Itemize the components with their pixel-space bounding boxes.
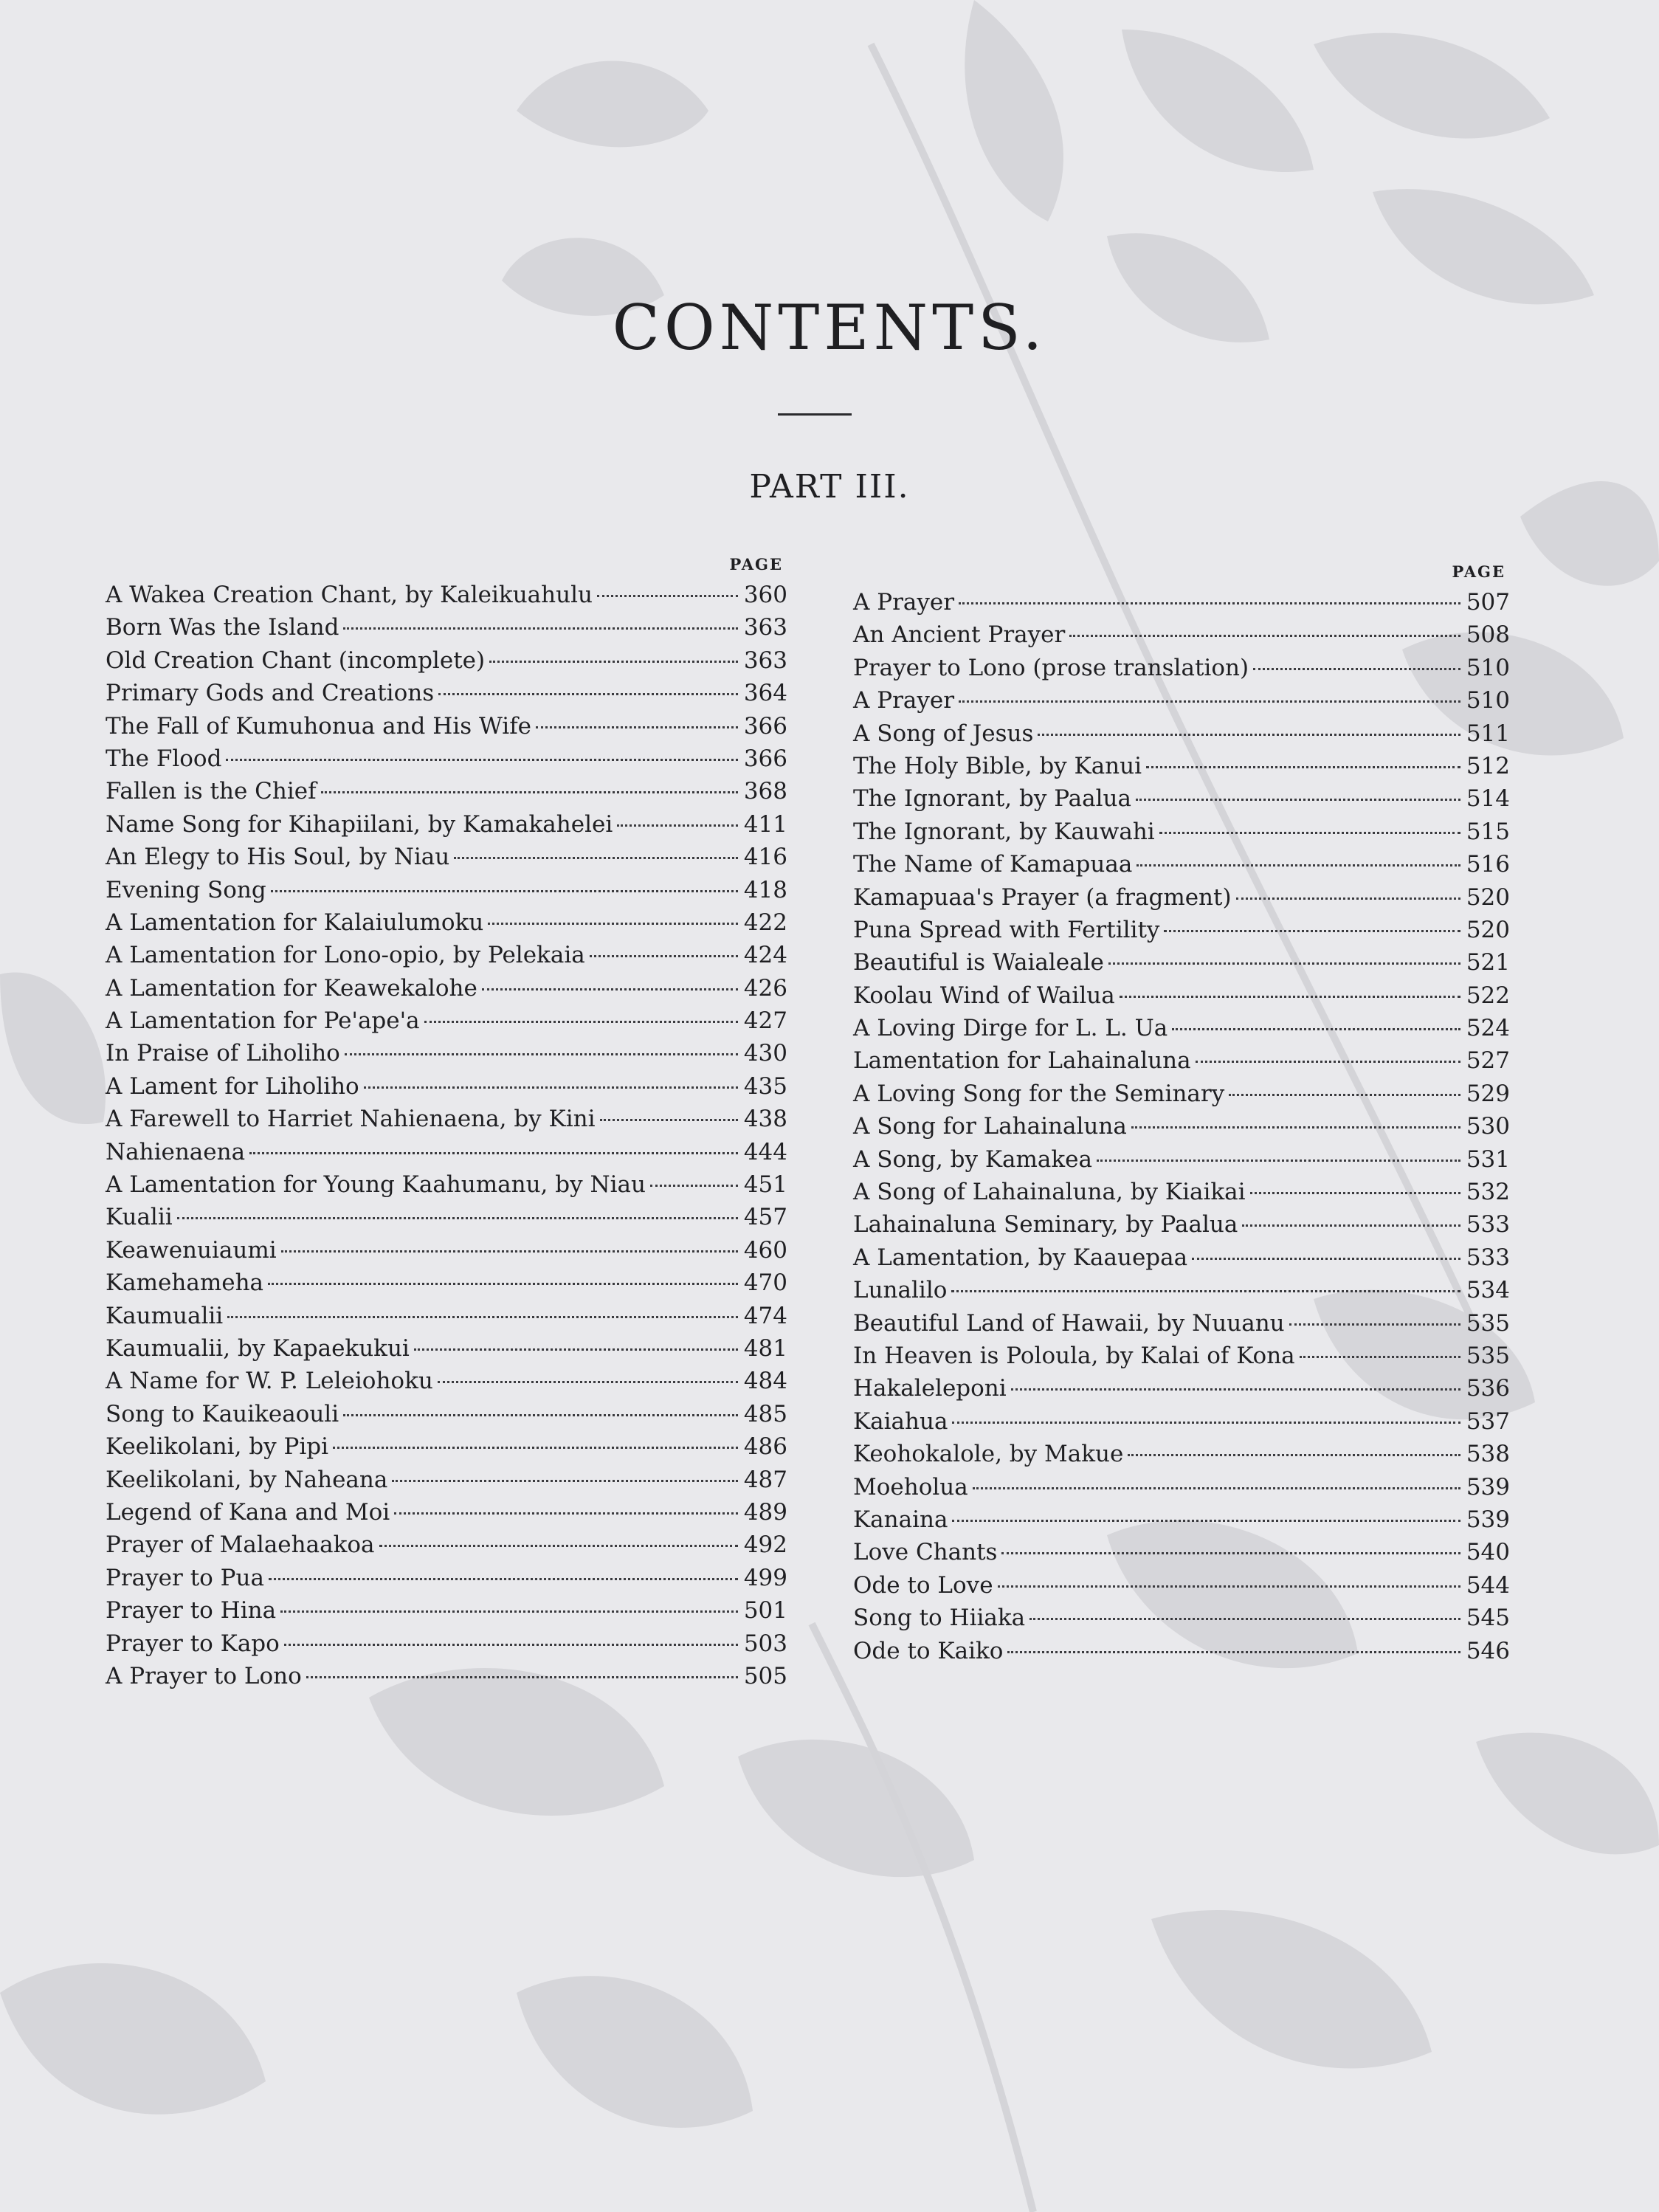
- dot-leader: [1038, 734, 1460, 736]
- toc-entry: [106, 1398, 787, 1430]
- toc-entry-title: Kaiahua: [853, 1408, 948, 1435]
- toc-entry-page: 499: [743, 1564, 787, 1591]
- dot-leader: [1001, 1552, 1460, 1554]
- toc-entry: [106, 874, 787, 906]
- toc-entry-title: The Name of Kamapuaa: [853, 851, 1133, 878]
- dot-leader: [952, 1520, 1460, 1522]
- dot-leader: [482, 988, 738, 990]
- toc-entry: [106, 1070, 787, 1103]
- toc-entry-page: 363: [743, 647, 787, 674]
- toc-entry-page: 470: [743, 1269, 787, 1297]
- dot-leader: [1146, 766, 1460, 768]
- toc-entry: [853, 750, 1510, 782]
- toc-entry-title: Prayer to Lono (prose translation): [853, 654, 1249, 681]
- toc-entry-title: A Prayer: [853, 589, 955, 616]
- toc-entry: [853, 684, 1510, 717]
- dot-leader: [343, 1414, 738, 1416]
- dot-leader: [488, 923, 738, 925]
- dot-leader: [392, 1480, 737, 1482]
- toc-entry-title: Nahienaena: [106, 1138, 246, 1165]
- dot-leader: [321, 791, 738, 793]
- toc-entry-title: A Loving Dirge for L. L. Ua: [853, 1015, 1168, 1042]
- toc-entry-title: Legend of Kana and Moi: [106, 1498, 390, 1526]
- toc-entry-page: 487: [743, 1466, 787, 1493]
- dot-leader: [1172, 1028, 1460, 1030]
- toc-entry-title: A Lamentation for Pe'ape'a: [106, 1007, 420, 1035]
- toc-entry-page: 486: [743, 1433, 787, 1461]
- toc-entry-title: Keelikolani, by Pipi: [106, 1433, 329, 1461]
- toc-entry-title: Lahainaluna Seminary, by Paalua: [853, 1211, 1238, 1238]
- toc-entry-title: A Prayer to Lono: [106, 1662, 302, 1689]
- toc-entry-page: 508: [1466, 621, 1510, 649]
- toc-entry-page: 426: [743, 974, 787, 1002]
- toc-entry-page: 545: [1466, 1605, 1510, 1632]
- toc-entry-title: Song to Hiiaka: [853, 1605, 1026, 1632]
- toc-entry-title: A Lamentation for Lono-opio, by Pelekaia: [106, 942, 585, 969]
- dot-leader: [973, 1487, 1460, 1489]
- toc-entry-title: A Prayer: [853, 687, 955, 714]
- toc-entry: [106, 1332, 787, 1365]
- toc-entry-page: 460: [743, 1236, 787, 1264]
- contents-list-left: [106, 579, 787, 1692]
- dot-leader: [617, 824, 738, 827]
- toc-entry-page: 524: [1466, 1015, 1510, 1042]
- toc-entry-title: The Ignorant, by Paalua: [853, 785, 1131, 813]
- toc-entry-page: 516: [1466, 851, 1510, 878]
- toc-entry-title: Keelikolani, by Naheana: [106, 1466, 388, 1493]
- dot-leader: [364, 1086, 738, 1089]
- toc-entry-page: 481: [743, 1334, 787, 1362]
- toc-entry-title: Lamentation for Lahainaluna: [853, 1047, 1191, 1075]
- toc-entry: [106, 1168, 787, 1201]
- toc-entry-page: 520: [1466, 916, 1510, 943]
- toc-entry-page: 514: [1466, 785, 1510, 813]
- toc-entry-title: Puna Spread with Fertility: [853, 916, 1160, 943]
- toc-entry-page: 422: [743, 909, 787, 936]
- toc-entry: [106, 939, 787, 971]
- toc-entry-page: 537: [1466, 1408, 1510, 1435]
- toc-entry-page: 538: [1466, 1441, 1510, 1468]
- toc-entry-title: Name Song for Kihapiilani, by Kamakahelei: [106, 810, 613, 838]
- toc-entry-page: 427: [743, 1007, 787, 1035]
- toc-entry-page: 520: [1466, 883, 1510, 911]
- toc-entry: [853, 1340, 1510, 1372]
- toc-entry-title: The Flood: [106, 745, 222, 772]
- toc-entry: [106, 1594, 787, 1627]
- toc-entry-title: Hakaleleponi: [853, 1375, 1007, 1402]
- toc-entry-page: 474: [743, 1302, 787, 1329]
- toc-entry-page: 532: [1466, 1179, 1510, 1206]
- toc-entry-page: 531: [1466, 1145, 1510, 1173]
- dot-leader: [1136, 799, 1460, 801]
- dot-leader: [1029, 1618, 1460, 1620]
- part-heading: PART III.: [749, 468, 910, 506]
- toc-entry: [106, 611, 787, 644]
- toc-entry-title: Kanaina: [853, 1506, 948, 1533]
- toc-entry: [106, 1430, 787, 1463]
- toc-entry: [853, 1536, 1510, 1568]
- toc-entry: [853, 1208, 1510, 1241]
- toc-entry-title: An Ancient Prayer: [853, 621, 1066, 649]
- toc-entry-page: 515: [1466, 818, 1510, 845]
- toc-entry-page: 507: [1466, 589, 1510, 616]
- toc-entry: [853, 1044, 1510, 1077]
- toc-entry: [106, 808, 787, 841]
- dot-leader: [959, 602, 1460, 604]
- toc-entry: [106, 1201, 787, 1233]
- dot-leader: [226, 759, 737, 761]
- toc-entry: [106, 1037, 787, 1069]
- toc-entry-title: Prayer to Pua: [106, 1564, 264, 1591]
- contents-column-left: [106, 555, 787, 1692]
- dot-leader: [1242, 1224, 1460, 1227]
- dot-leader: [1250, 1192, 1460, 1194]
- toc-entry-page: 546: [1466, 1637, 1510, 1664]
- dot-leader: [1108, 962, 1460, 965]
- dot-leader: [952, 1422, 1460, 1424]
- toc-entry-page: 533: [1466, 1244, 1510, 1271]
- toc-entry-title: A Song of Jesus: [853, 720, 1034, 747]
- toc-entry-title: An Elegy to His Soul, by Niau: [106, 844, 450, 871]
- toc-entry-page: 540: [1466, 1539, 1510, 1566]
- toc-entry: [106, 1365, 787, 1397]
- toc-entry-title: Lunalilo: [853, 1277, 948, 1304]
- dot-leader: [268, 1283, 738, 1285]
- dot-leader: [269, 1578, 738, 1580]
- dot-leader: [454, 857, 738, 859]
- toc-entry: [853, 1471, 1510, 1503]
- toc-entry-page: 489: [743, 1498, 787, 1526]
- dot-leader: [284, 1644, 738, 1646]
- toc-entry: [853, 1307, 1510, 1340]
- toc-entry-page: 505: [743, 1662, 787, 1689]
- dot-leader: [227, 1316, 738, 1318]
- toc-entry: [853, 1078, 1510, 1110]
- toc-entry-title: Ode to Kaiko: [853, 1637, 1004, 1664]
- toc-entry-page: 457: [743, 1204, 787, 1231]
- dot-leader: [271, 890, 738, 892]
- toc-entry-page: 430: [743, 1040, 787, 1067]
- page-column-header: PAGE: [729, 555, 783, 573]
- toc-entry: [853, 586, 1510, 619]
- toc-entry-title: Keohokalole, by Makue: [853, 1441, 1124, 1468]
- toc-entry: [853, 1405, 1510, 1438]
- toc-entry: [106, 1234, 787, 1267]
- toc-entry-title: In Heaven is Poloula, by Kalai of Kona: [853, 1342, 1295, 1369]
- toc-entry-title: The Fall of Kumuhonua and His Wife: [106, 712, 532, 740]
- toc-entry: [106, 644, 787, 677]
- dot-leader: [1164, 930, 1460, 932]
- toc-entry-title: A Lamentation, by Kaauepaa: [853, 1244, 1188, 1271]
- toc-entry: [106, 841, 787, 873]
- toc-entry-page: 444: [743, 1138, 787, 1165]
- toc-entry-title: Keawenuiaumi: [106, 1236, 277, 1264]
- toc-entry: [106, 906, 787, 939]
- toc-entry-title: A Wakea Creation Chant, by Kaleikuahulu: [106, 582, 593, 608]
- toc-entry-page: 366: [743, 745, 787, 772]
- toc-entry: [853, 848, 1510, 881]
- toc-entry-title: A Song, by Kamakea: [853, 1145, 1093, 1173]
- toc-entry-title: Ode to Love: [853, 1571, 993, 1599]
- toc-entry: [106, 1627, 787, 1660]
- contents-column-right: [853, 562, 1510, 1667]
- toc-entry-title: Kaumualii: [106, 1302, 224, 1329]
- toc-entry-page: 411: [743, 810, 787, 838]
- toc-entry: [106, 1005, 787, 1037]
- dot-leader: [536, 726, 738, 728]
- toc-entry: [853, 1110, 1510, 1143]
- dot-leader: [1137, 864, 1460, 866]
- toc-entry: [853, 881, 1510, 914]
- toc-entry-page: 522: [1466, 982, 1510, 1009]
- toc-entry-page: 492: [743, 1531, 787, 1559]
- toc-entry-page: 535: [1466, 1309, 1510, 1337]
- toc-entry: [853, 1274, 1510, 1306]
- toc-entry-page: 544: [1466, 1571, 1510, 1599]
- dot-leader: [249, 1152, 738, 1154]
- toc-entry: [853, 1176, 1510, 1208]
- dot-leader: [1131, 1126, 1460, 1129]
- toc-entry-title: A Lamentation for Young Kaahumanu, by Niau: [106, 1171, 646, 1199]
- toc-entry-page: 435: [743, 1072, 787, 1100]
- dot-leader: [590, 955, 738, 957]
- dot-leader: [1069, 635, 1460, 637]
- toc-entry: [106, 710, 787, 742]
- toc-entry-page: 511: [1466, 720, 1510, 747]
- toc-entry-page: 501: [743, 1597, 787, 1624]
- dot-leader: [1159, 832, 1460, 834]
- toc-entry-page: 535: [1466, 1342, 1510, 1369]
- toc-entry: [853, 782, 1510, 815]
- dot-leader: [280, 1610, 738, 1613]
- dot-leader: [1192, 1258, 1460, 1260]
- toc-entry-title: Kamapuaa's Prayer (a fragment): [853, 883, 1232, 911]
- toc-entry: [106, 677, 787, 709]
- toc-entry-title: A Farewell to Harriet Nahienaena, by Kini: [106, 1106, 596, 1133]
- toc-entry: [106, 1464, 787, 1496]
- toc-entry-title: Evening Song: [106, 876, 266, 903]
- toc-entry-page: 360: [743, 582, 787, 608]
- toc-entry-page: 536: [1466, 1375, 1510, 1402]
- toc-entry: [106, 1300, 787, 1332]
- toc-entry-title: Song to Kauikeaouli: [106, 1400, 339, 1427]
- toc-entry: [106, 1496, 787, 1529]
- toc-entry-page: 503: [743, 1630, 787, 1657]
- toc-entry-page: 366: [743, 712, 787, 740]
- toc-entry: [106, 1562, 787, 1594]
- dot-leader: [333, 1447, 738, 1449]
- dot-leader: [379, 1545, 738, 1547]
- toc-entry: [853, 1438, 1510, 1470]
- dot-leader: [1300, 1356, 1460, 1358]
- toc-entry-page: 512: [1466, 752, 1510, 779]
- dot-leader: [597, 595, 738, 597]
- toc-entry-title: A Song for Lahainaluna: [853, 1113, 1127, 1140]
- toc-entry-page: 534: [1466, 1277, 1510, 1304]
- toc-entry-title: A Name for W. P. Leleiohoku: [106, 1368, 433, 1395]
- toc-entry-page: 539: [1466, 1473, 1510, 1500]
- toc-entry-page: 418: [743, 876, 787, 903]
- dot-leader: [600, 1119, 738, 1121]
- toc-entry-page: 363: [743, 614, 787, 641]
- dot-leader: [998, 1585, 1460, 1588]
- dot-leader: [177, 1217, 738, 1219]
- toc-entry-title: The Holy Bible, by Kanui: [853, 752, 1142, 779]
- toc-entry: [853, 1143, 1510, 1176]
- dot-leader: [1097, 1160, 1460, 1162]
- toc-entry-title: Prayer to Hina: [106, 1597, 277, 1624]
- toc-entry: [106, 742, 787, 775]
- dot-leader: [343, 627, 737, 630]
- toc-entry: [853, 1602, 1510, 1634]
- toc-entry-title: Kamehameha: [106, 1269, 264, 1297]
- dot-leader: [306, 1676, 738, 1678]
- toc-entry: [853, 1503, 1510, 1536]
- toc-entry: [853, 652, 1510, 684]
- toc-entry-page: 529: [1466, 1080, 1510, 1107]
- toc-entry-title: A Lamentation for Keawekalohe: [106, 974, 477, 1002]
- toc-entry-title: Kaumualii, by Kapaekukui: [106, 1334, 410, 1362]
- title-rule: [778, 413, 852, 416]
- toc-entry: [853, 1241, 1510, 1274]
- toc-entry: [106, 579, 787, 611]
- page-column-header: PAGE: [1452, 562, 1505, 581]
- toc-entry-page: 438: [743, 1106, 787, 1133]
- page-title: CONTENTS.: [612, 292, 1047, 364]
- toc-entry: [853, 1012, 1510, 1044]
- toc-entry: [853, 816, 1510, 848]
- toc-entry-title: Kualii: [106, 1204, 173, 1231]
- toc-entry-title: Koolau Wind of Wailua: [853, 982, 1115, 1009]
- toc-entry: [106, 1267, 787, 1299]
- dot-leader: [951, 1290, 1460, 1292]
- toc-entry-page: 539: [1466, 1506, 1510, 1533]
- dot-leader: [394, 1512, 738, 1515]
- toc-entry-title: A Loving Song for the Seminary: [853, 1080, 1225, 1107]
- toc-entry-title: Fallen is the Chief: [106, 778, 317, 805]
- toc-entry: [853, 1372, 1510, 1405]
- toc-entry: [106, 1103, 787, 1135]
- dot-leader: [1253, 668, 1460, 670]
- toc-entry: [106, 1660, 787, 1692]
- toc-entry-page: 510: [1466, 687, 1510, 714]
- toc-entry-page: 424: [743, 942, 787, 969]
- dot-leader: [650, 1185, 738, 1187]
- dot-leader: [438, 693, 738, 695]
- dot-leader: [489, 661, 738, 663]
- toc-entry-page: 530: [1466, 1113, 1510, 1140]
- toc-entry-page: 368: [743, 778, 787, 805]
- dot-leader: [424, 1021, 738, 1023]
- dot-leader: [1229, 1094, 1460, 1096]
- toc-entry-title: Prayer to Kapo: [106, 1630, 280, 1657]
- toc-entry-page: 484: [743, 1368, 787, 1395]
- toc-entry-title: The Ignorant, by Kauwahi: [853, 818, 1155, 845]
- dot-leader: [1128, 1454, 1460, 1456]
- toc-entry-page: 521: [1466, 949, 1510, 976]
- toc-entry-title: Beautiful Land of Hawaii, by Nuuanu: [853, 1309, 1285, 1337]
- toc-entry: [106, 972, 787, 1005]
- toc-entry-title: Moeholua: [853, 1473, 968, 1500]
- toc-entry: [106, 775, 787, 807]
- toc-entry: [106, 1529, 787, 1561]
- dot-leader: [1196, 1061, 1460, 1063]
- toc-entry-title: Primary Gods and Creations: [106, 680, 435, 707]
- toc-entry-page: 510: [1466, 654, 1510, 681]
- dot-leader: [281, 1250, 738, 1253]
- toc-entry-page: 364: [743, 680, 787, 707]
- toc-entry-page: 451: [743, 1171, 787, 1199]
- toc-entry: [853, 1569, 1510, 1602]
- toc-entry-title: Love Chants: [853, 1539, 998, 1566]
- toc-entry-title: Born Was the Island: [106, 614, 339, 641]
- toc-entry-title: In Praise of Liholiho: [106, 1040, 340, 1067]
- dot-leader: [414, 1348, 738, 1351]
- toc-entry-title: A Song of Lahainaluna, by Kiaikai: [853, 1179, 1246, 1206]
- dot-leader: [438, 1381, 738, 1383]
- dot-leader: [1236, 897, 1460, 900]
- dot-leader: [1289, 1323, 1460, 1326]
- toc-entry: [853, 717, 1510, 750]
- dot-leader: [959, 700, 1460, 703]
- toc-entry: [853, 619, 1510, 651]
- toc-entry-title: A Lament for Liholiho: [106, 1072, 359, 1100]
- dot-leader: [1011, 1388, 1460, 1391]
- toc-entry: [853, 946, 1510, 979]
- toc-entry: [853, 979, 1510, 1012]
- contents-list-right: [853, 586, 1510, 1667]
- dot-leader: [1007, 1651, 1460, 1653]
- toc-entry: [853, 914, 1510, 946]
- dot-leader: [345, 1053, 738, 1055]
- toc-entry-title: A Lamentation for Kalaiulumoku: [106, 909, 484, 936]
- toc-entry: [853, 1635, 1510, 1667]
- toc-entry-page: 533: [1466, 1211, 1510, 1238]
- dot-leader: [1120, 996, 1460, 998]
- toc-entry-page: 416: [743, 844, 787, 871]
- toc-entry-page: 527: [1466, 1047, 1510, 1075]
- toc-entry: [106, 1136, 787, 1168]
- toc-entry-title: Prayer of Malaehaakoa: [106, 1531, 375, 1559]
- toc-entry-title: Old Creation Chant (incomplete): [106, 647, 486, 674]
- toc-entry-title: Beautiful is Waialeale: [853, 949, 1104, 976]
- toc-entry-page: 485: [743, 1400, 787, 1427]
